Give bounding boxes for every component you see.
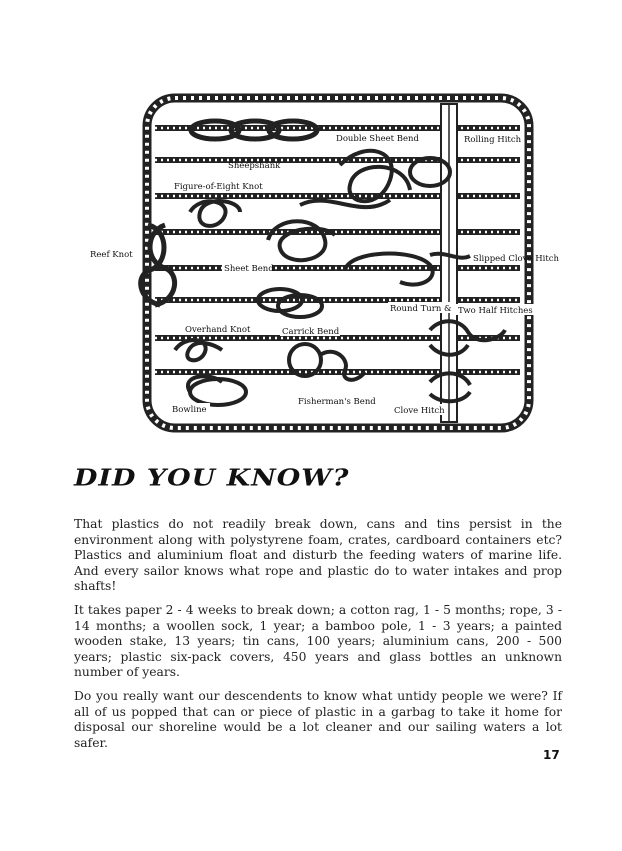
label-two-half-hitches: Two Half Hitches [458, 306, 533, 316]
label-sheet-bend: Sheet Bend [224, 264, 274, 274]
label-round-turn: Round Turn & [390, 304, 452, 314]
label-overhand-knot: Overhand Knot [185, 325, 251, 335]
label-carrick-bend: Carrick Bend [282, 327, 340, 337]
label-bowline: Bowline [172, 405, 207, 415]
rope-frame [147, 98, 529, 428]
label-sheepshank: Sheepshank [228, 161, 281, 171]
page-number: 17 [543, 748, 560, 762]
bowline-knot [188, 376, 246, 405]
page-heading: DID YOU KNOW? [74, 465, 350, 492]
label-fishermans-bend: Fisherman's Bend [298, 397, 376, 407]
label-rolling-hitch: Rolling Hitch [464, 135, 522, 145]
paragraph-decomposition-times: It takes paper 2 - 4 weeks to break down; a cotton rag, 1 - 5 months; rope, 3 - 14 months; a woollen sock, 1 year; a bamboo pole, 1 - 3 years; a painted wooden stake, 13 years; tin cans, 100 years; aluminium cans, 200 - 500 years; plastic six-pack covers, 450 years and glass bottles an unknown number of years. [74, 603, 562, 679]
label-clove-hitch: Clove Hitch [394, 406, 445, 416]
label-reef-knot: Reef Knot [90, 250, 133, 260]
label-figure-of-eight: Figure-of-Eight Knot [174, 182, 263, 192]
sheet-bend-knot [268, 221, 335, 260]
label-double-sheet-bend: Double Sheet Bend [336, 134, 419, 144]
figure-of-eight-knot [190, 201, 240, 226]
paragraph-call-to-action: Do you really want our descendents to know what untidy people we were? If all of us popped that can or piece of plastic in a garbag to take it home for disposal our shoreline would be a lot cleaner and our sailing waters a lot safer. [74, 689, 562, 750]
overhand-knot [175, 340, 222, 360]
paragraph-plastics: That plastics do not readily break down, cans and tins persist in the environment along with polystyrene foam, crates, cardboard containers etc? Plastics and aluminium float and disturb the feeding waters of marine life. And every sailor knows what rope and plastic do to water intakes and prop shafts! [74, 517, 562, 593]
label-slipped-clove-hitch: Slipped Clove Hitch [473, 254, 559, 264]
